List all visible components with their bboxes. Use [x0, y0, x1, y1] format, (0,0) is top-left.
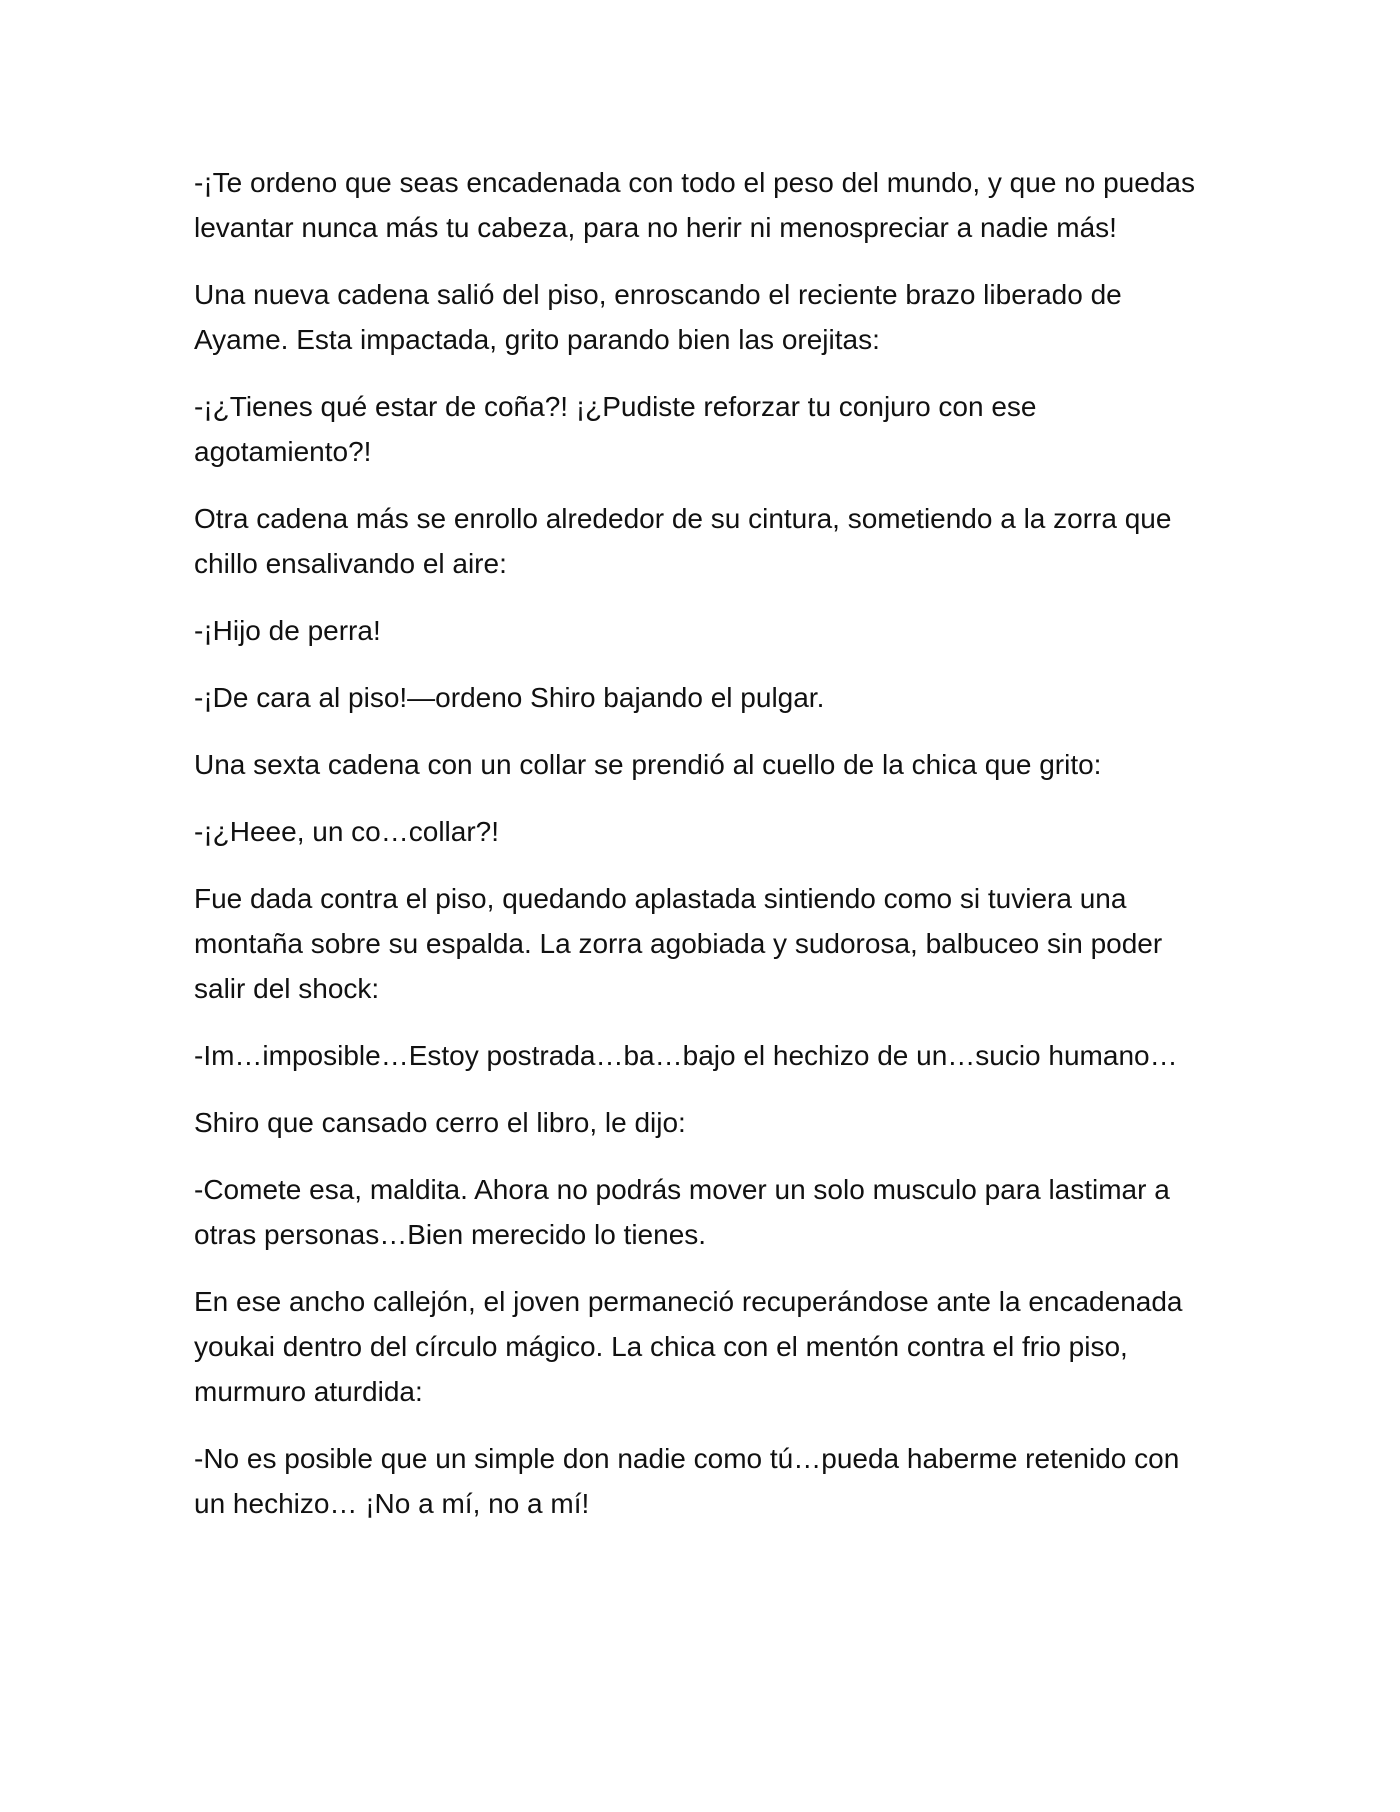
paragraph: Una sexta cadena con un collar se prendió al cuello de la chica que grito: [194, 749, 1102, 780]
paragraph: -Im…imposible…Estoy postrada…ba…bajo el hechizo de un…sucio humano… [194, 1040, 1178, 1071]
paragraph: -No es posible que un simple don nadie como tú…pueda haberme retenido con un hechizo… ¡No a mí, no a mí! [194, 1443, 1180, 1519]
paragraph: -¡¿Tienes qué estar de coña?! ¡¿Pudiste reforzar tu conjuro con ese agotamiento?! [194, 391, 1037, 467]
paragraph: -¡Hijo de perra! [194, 615, 381, 646]
paragraph: -Comete esa, maldita. Ahora no podrás mover un solo musculo para lastimar a otras personas…Bien merecido lo tienes. [194, 1174, 1170, 1250]
paragraph: -¡De cara al piso!—ordeno Shiro bajando el pulgar. [194, 682, 825, 713]
paragraph: Shiro que cansado cerro el libro, le dijo: [194, 1107, 686, 1138]
paragraph: Otra cadena más se enrollo alrededor de su cintura, sometiendo a la zorra que chillo ensalivando el aire: [194, 503, 1172, 579]
paragraph: -¡Te ordeno que seas encadenada con todo el peso del mundo, y que no puedas levantar nunca más tu cabeza, para no herir ni menospreciar a nadie más! [194, 167, 1195, 243]
paragraph: Fue dada contra el piso, quedando aplastada sintiendo como si tuviera una montaña sobre su espalda. La zorra agobiada y sudorosa, balbuceo sin poder salir del shock: [194, 883, 1163, 1004]
paragraph: Una nueva cadena salió del piso, enroscando el reciente brazo liberado de Ayame. Esta impactada, grito parando bien las orejitas: [194, 279, 1122, 355]
paragraph: -¡¿Heee, un co…collar?! [194, 816, 500, 847]
document-body [194, 160, 1214, 1548]
paragraph: En ese ancho callejón, el joven permaneció recuperándose ante la encadenada youkai dentro del círculo mágico. La chica con el mentón contra el frio piso, murmuro aturdida: [194, 1286, 1183, 1407]
